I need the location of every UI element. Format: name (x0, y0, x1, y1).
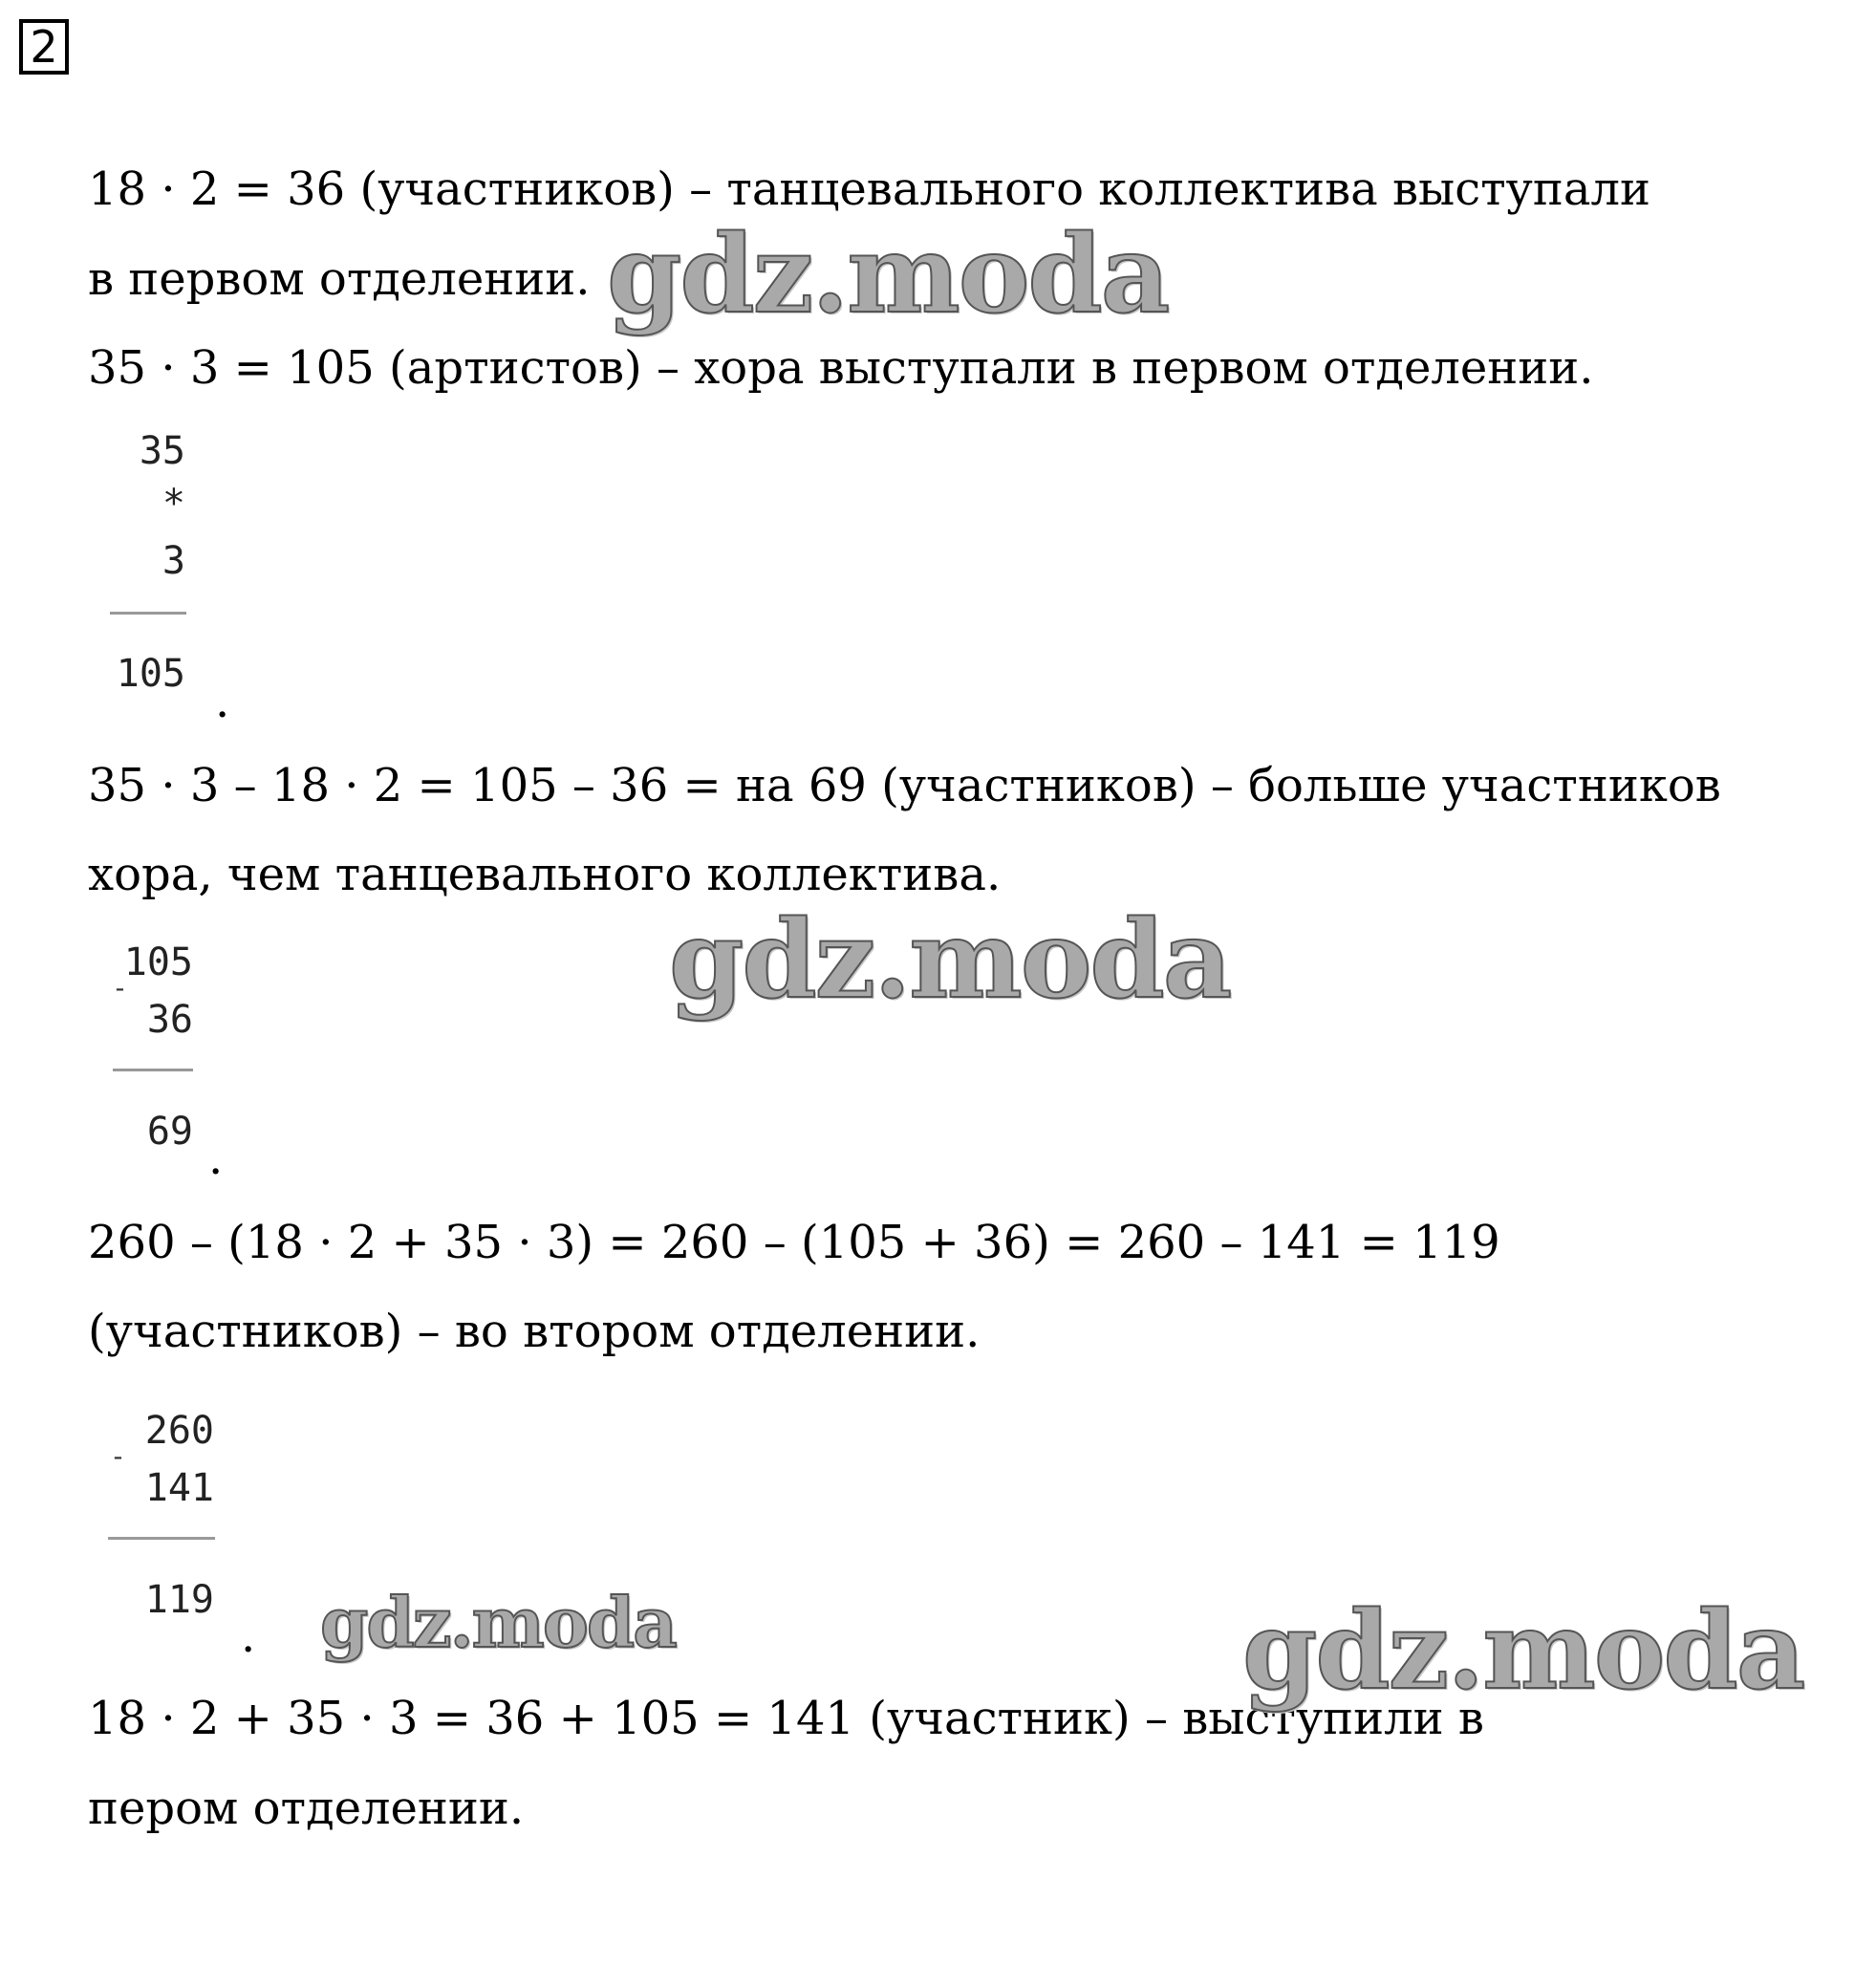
calc1-rule (110, 612, 186, 615)
watermark-4: gdz.moda (1242, 1588, 1804, 1714)
calc1-op-text: * (162, 482, 185, 526)
calc1-operator (105, 483, 185, 525)
calc2-top: 105 (123, 940, 193, 984)
calc2-rule (113, 1069, 193, 1071)
calc2-end-dot: . (208, 1132, 224, 1185)
calc2-minus: - (112, 972, 128, 1004)
solution-line-3: 35 · 3 = 105 (артистов) – хора выступали в первом отделении. (88, 341, 1594, 395)
calc2-bottom: 36 (146, 998, 193, 1042)
solution-line-9: пером отделении. (88, 1782, 525, 1835)
calc3-minus: - (110, 1440, 126, 1472)
watermark-3: gdz.moda (320, 1582, 676, 1663)
calc1-end-dot: . (215, 675, 230, 728)
calc1-top: 35 (139, 429, 185, 473)
calc3-bottom: 141 (144, 1466, 214, 1510)
solution-line-8: 18 · 2 + 35 · 3 = 36 + 105 = 141 (участник) – выступили в (88, 1692, 1484, 1745)
solution-line-6: 260 – (18 · 2 + 35 · 3) = 260 – (105 + 36) = 260 – 141 = 119 (88, 1216, 1500, 1269)
solution-line-4: 35 · 3 – 18 · 2 = 105 – 36 = на 69 (участников) – больше участников (88, 759, 1721, 812)
solution-line-5: хора, чем танцевального коллектива. (88, 848, 1002, 901)
solution-line-1: 18 · 2 = 36 (участников) – танцевального коллектива выступали (88, 162, 1650, 216)
calc3-top: 260 (144, 1409, 214, 1453)
watermark-2: gdz.moda (669, 897, 1231, 1023)
calc3-result: 119 (144, 1578, 214, 1622)
task-number-box: 2 (19, 19, 69, 75)
solution-line-2: в первом отделении. (88, 252, 591, 306)
calc3-end-dot: . (241, 1610, 256, 1663)
calc2-result: 69 (146, 1110, 193, 1154)
solution-line-7: (участников) – во втором отделении. (88, 1305, 981, 1358)
watermark-1: gdz.moda (607, 212, 1169, 337)
calc1-result: 105 (116, 652, 185, 696)
calc1-bottom: 3 (162, 539, 185, 583)
calc3-rule (108, 1537, 215, 1540)
